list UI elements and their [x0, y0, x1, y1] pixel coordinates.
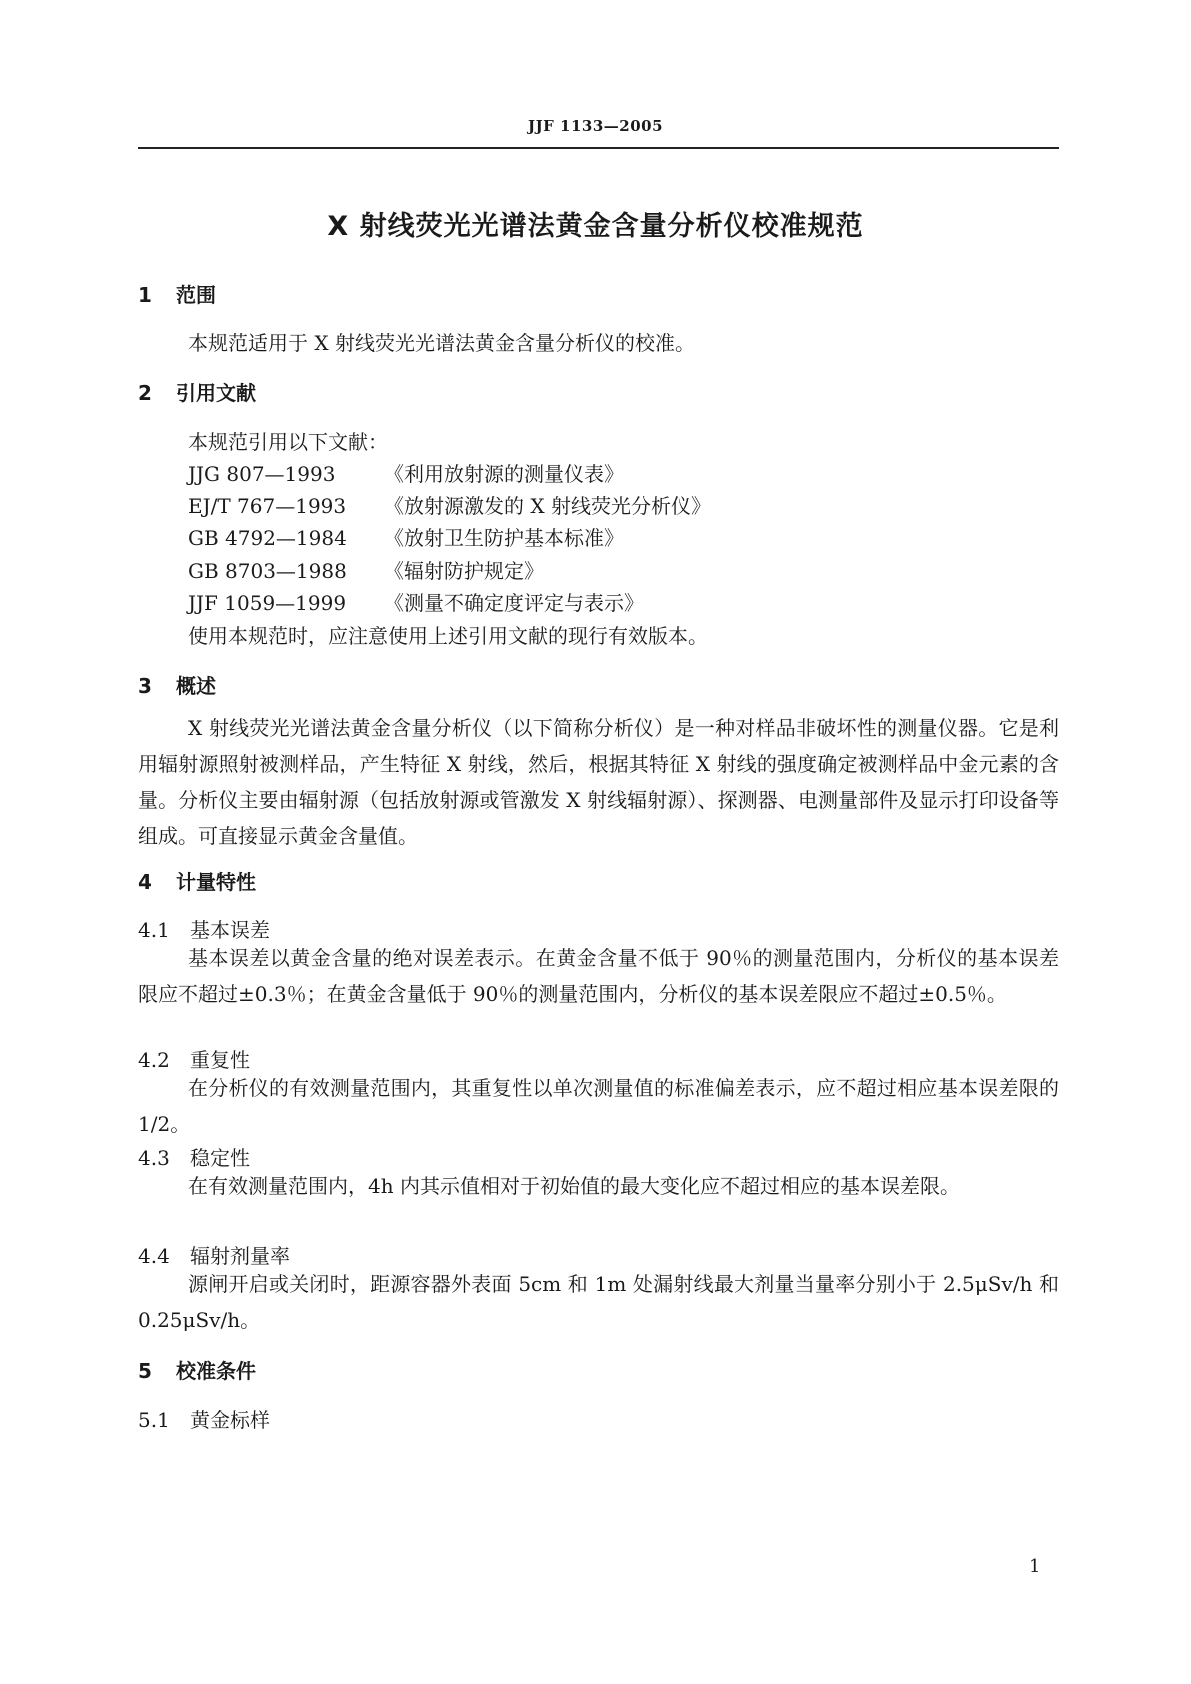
section-title: 校准条件	[176, 1359, 256, 1383]
subsection-title: 辐射剂量率	[190, 1244, 290, 1268]
section-heading-1	[138, 279, 216, 308]
section-title: 概述	[176, 674, 216, 698]
subsection-title: 稳定性	[190, 1146, 250, 1170]
reference-item	[188, 555, 544, 584]
subsection-4-4-paragraph: 源闸开启或关闭时，距源容器外表面 5cm 和 1m 处漏射线最大剂量当量率分别小于 2.5μSv/h 和 0.25μSv/h。	[138, 1272, 1059, 1332]
subsection-4-2-paragraph: 在分析仪的有效测量范围内，其重复性以单次测量值的标准偏差表示，应不超过相应基本误差限的 1/2。	[138, 1076, 1059, 1136]
section-1-text: 本规范适用于 X 射线荧光光谱法黄金含量分析仪的校准。	[188, 331, 695, 355]
subsection-heading-4-3	[138, 1142, 250, 1171]
reference-id: JJF 1059—1999	[188, 591, 347, 615]
reference-id: EJ/T 767—1993	[188, 494, 347, 518]
references-intro: 本规范引用以下文献：	[188, 430, 388, 454]
subsection-number: 4.1	[138, 918, 170, 942]
subsection-heading-4-4	[138, 1240, 290, 1269]
subsection-number: 4.3	[138, 1146, 170, 1170]
reference-id: GB 8703—1988	[188, 559, 347, 583]
references-note: 使用本规范时，应注意使用上述引用文献的现行有效版本。	[188, 624, 708, 648]
section-number: 4	[138, 870, 152, 894]
subsection-number: 4.4	[138, 1244, 170, 1268]
reference-name: 《放射卫生防护基本标准》	[384, 526, 624, 550]
document-title: X 射线荧光光谱法黄金含量分析仪校准规范	[327, 211, 864, 242]
subsection-heading-4-2	[138, 1044, 250, 1073]
subsection-number: 4.2	[138, 1048, 170, 1072]
reference-name: 《辐射防护规定》	[384, 559, 544, 583]
section-title: 引用文献	[176, 381, 256, 405]
reference-id: JJG 807—1993	[188, 462, 336, 486]
section-number: 1	[138, 283, 152, 307]
section-number: 2	[138, 381, 152, 405]
section-heading-3	[138, 670, 216, 699]
section-heading-2	[138, 377, 256, 406]
reference-id: GB 4792—1984	[188, 526, 347, 550]
subsection-title: 基本误差	[190, 918, 270, 942]
section-3-paragraph: X 射线荧光光谱法黄金含量分析仪（以下简称分析仪）是一种对样品非破坏性的测量仪器。它是利用辐射源照射被测样品，产生特征 X 射线，然后，根据其特征 X 射线的强度确定被测样品中金元素的含量。分析仪主要由辐射源（包括放射源或管激发 X 射线辐射源）、探测器、电测量部件及显示打印设备等组成。可直接显示黄金含量值。	[138, 716, 1059, 848]
header-divider	[138, 147, 1059, 149]
reference-item	[188, 490, 711, 519]
section-heading-5	[138, 1355, 256, 1384]
section-number: 3	[138, 674, 152, 698]
subsection-title: 重复性	[190, 1048, 250, 1072]
page-number: 1	[1029, 1556, 1041, 1577]
subsection-4-1-paragraph: 基本误差以黄金含量的绝对误差表示。在黄金含量不低于 90％的测量范围内，分析仪的基本误差限应不超过±0.3％；在黄金含量低于 90％的测量范围内，分析仪的基本误差限应不超过±0.5％。	[138, 946, 1059, 1006]
reference-name: 《利用放射源的测量仪表》	[384, 462, 624, 486]
subsection-number: 5.1	[138, 1408, 170, 1432]
section-title: 范围	[176, 283, 216, 307]
subsection-heading-5-1	[138, 1404, 270, 1433]
reference-name: 《放射源激发的 X 射线荧光分析仪》	[384, 494, 711, 518]
section-heading-4	[138, 866, 256, 895]
reference-name: 《测量不确定度评定与表示》	[384, 591, 644, 615]
section-title: 计量特性	[176, 870, 256, 894]
reference-item	[188, 458, 624, 487]
document-code-header: JJF 1133—2005	[527, 117, 664, 135]
reference-item	[188, 522, 624, 551]
subsection-heading-4-1	[138, 914, 270, 943]
subsection-title: 黄金标样	[190, 1408, 270, 1432]
subsection-4-3-paragraph: 在有效测量范围内，4h 内其示值相对于初始值的最大变化应不超过相应的基本误差限。	[188, 1174, 960, 1198]
reference-item	[188, 587, 644, 616]
section-number: 5	[138, 1359, 152, 1383]
